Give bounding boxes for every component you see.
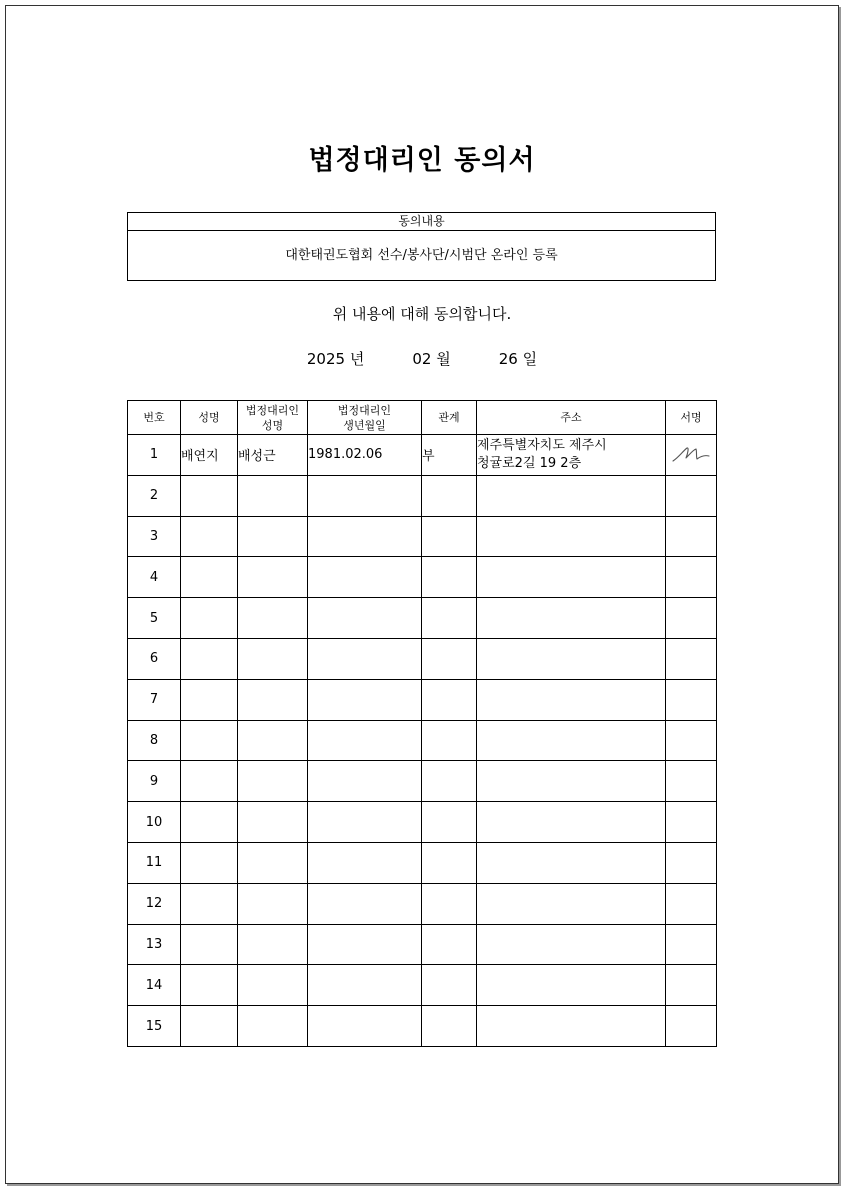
row-guardian-name: 배성근: [238, 435, 308, 476]
row-guardian-name: [238, 883, 308, 924]
row-address: [477, 761, 666, 802]
row-number: 14: [128, 965, 181, 1006]
row-address: [477, 720, 666, 761]
row-name: [181, 965, 238, 1006]
row-guardian-birth: 1981.02.06: [308, 435, 422, 476]
consent-date: [0, 348, 844, 369]
row-guardian-name: [238, 679, 308, 720]
row-relation: [422, 842, 477, 883]
table-row: [128, 842, 717, 883]
row-relation: [422, 924, 477, 965]
header-guardian-birth-line2: 생년월일: [343, 418, 386, 432]
row-name: [181, 475, 238, 516]
row-signature: [666, 1006, 717, 1047]
row-address: [477, 435, 666, 476]
row-guardian-name: [238, 638, 308, 679]
row-address: [477, 638, 666, 679]
row-guardian-birth: [308, 598, 422, 639]
row-relation: [422, 761, 477, 802]
date-year-unit: 년: [349, 350, 365, 368]
row-guardian-name: [238, 924, 308, 965]
table-row: [128, 802, 717, 843]
row-address: [477, 842, 666, 883]
row-number: 8: [128, 720, 181, 761]
header-guardian-name: [238, 401, 308, 435]
table-header-row: [128, 401, 717, 435]
row-signature: [666, 761, 717, 802]
row-name: [181, 883, 238, 924]
row-signature: [666, 475, 717, 516]
row-guardian-name: [238, 475, 308, 516]
row-name: [181, 557, 238, 598]
row-guardian-name: [238, 557, 308, 598]
row-signature: [666, 802, 717, 843]
header-guardian-birth: [308, 401, 422, 435]
row-guardian-name: [238, 720, 308, 761]
row-number: 10: [128, 802, 181, 843]
row-guardian-birth: [308, 679, 422, 720]
date-year: 2025: [306, 350, 346, 368]
row-signature: [666, 842, 717, 883]
document-title: 법정대리인 동의서: [308, 145, 536, 176]
row-address: [477, 965, 666, 1006]
table-row: [128, 598, 717, 639]
row-address: [477, 679, 666, 720]
row-guardian-birth: [308, 720, 422, 761]
row-address: [477, 516, 666, 557]
row-guardian-name: [238, 598, 308, 639]
row-signature: [666, 679, 717, 720]
row-signature: [666, 965, 717, 1006]
row-number: 1: [128, 435, 181, 476]
date-month-unit: 월: [436, 350, 451, 368]
row-guardian-name: [238, 761, 308, 802]
table-row: [128, 965, 717, 1006]
row-signature: [666, 638, 717, 679]
row-guardian-birth: [308, 965, 422, 1006]
header-address: 주소: [477, 401, 666, 435]
row-relation: [422, 516, 477, 557]
row-guardian-name: [238, 842, 308, 883]
header-name: 성명: [181, 401, 238, 435]
row-address: [477, 475, 666, 516]
header-guardian-birth-line1: 법정대리인: [337, 403, 392, 417]
row-number: 6: [128, 638, 181, 679]
row-relation: [422, 638, 477, 679]
row-relation: 부: [422, 435, 477, 476]
table-row: [128, 435, 717, 476]
consent-header: 동의내용: [128, 213, 715, 231]
row-relation: [422, 557, 477, 598]
consent-box: [127, 212, 716, 281]
row-relation: [422, 598, 477, 639]
row-signature: [666, 720, 717, 761]
row-relation: [422, 965, 477, 1006]
table-row: [128, 638, 717, 679]
row-address: [477, 598, 666, 639]
table-row: [128, 679, 717, 720]
date-month: 02: [412, 350, 432, 368]
row-signature: [666, 598, 717, 639]
row-number: 11: [128, 842, 181, 883]
row-relation: [422, 802, 477, 843]
row-signature: [666, 924, 717, 965]
row-name: 배연지: [181, 435, 238, 476]
row-guardian-birth: [308, 842, 422, 883]
header-signature: 서명: [666, 401, 717, 435]
row-relation: [422, 883, 477, 924]
header-guardian-name-line2: 성명: [261, 418, 284, 432]
date-day: 26: [498, 350, 518, 368]
row-number: 9: [128, 761, 181, 802]
row-guardian-name: [238, 516, 308, 557]
row-guardian-birth: [308, 557, 422, 598]
row-number: 7: [128, 679, 181, 720]
table-row: [128, 557, 717, 598]
date-day-unit: 일: [522, 350, 538, 368]
row-name: [181, 1006, 238, 1047]
row-guardian-name: [238, 965, 308, 1006]
row-signature: [666, 883, 717, 924]
row-address: [477, 883, 666, 924]
row-number: 15: [128, 1006, 181, 1047]
row-name: [181, 598, 238, 639]
table-row: [128, 761, 717, 802]
header-number: 번호: [128, 401, 181, 435]
row-signature: [666, 516, 717, 557]
row-relation: [422, 475, 477, 516]
header-guardian-name-line1: 법정대리인: [245, 403, 300, 417]
table-row: [128, 720, 717, 761]
consent-content: 대한태권도협회 선수/봉사단/시범단 온라인 등록: [285, 248, 558, 263]
agree-statement: 위 내용에 대해 동의합니다.: [332, 305, 512, 323]
row-guardian-birth: [308, 924, 422, 965]
table-row: [128, 475, 717, 516]
row-signature: [666, 557, 717, 598]
row-number: 13: [128, 924, 181, 965]
row-number: 3: [128, 516, 181, 557]
table-row: [128, 516, 717, 557]
row-number: 2: [128, 475, 181, 516]
row-address: [477, 924, 666, 965]
row-signature: [666, 435, 717, 476]
row-guardian-birth: [308, 638, 422, 679]
row-address-line2: 청귤로2길 19 2층: [477, 455, 582, 471]
row-guardian-name: [238, 1006, 308, 1047]
row-guardian-birth: [308, 475, 422, 516]
row-name: [181, 638, 238, 679]
row-address: [477, 802, 666, 843]
row-guardian-birth: [308, 802, 422, 843]
row-address: [477, 1006, 666, 1047]
row-guardian-birth: [308, 1006, 422, 1047]
table-row: [128, 883, 717, 924]
row-address-line1: 제주특별자치도 제주시: [477, 437, 607, 453]
row-number: 5: [128, 598, 181, 639]
row-address: [477, 557, 666, 598]
row-relation: [422, 679, 477, 720]
row-name: [181, 720, 238, 761]
table-row: [128, 924, 717, 965]
row-guardian-birth: [308, 883, 422, 924]
row-guardian-birth: [308, 761, 422, 802]
row-name: [181, 924, 238, 965]
row-relation: [422, 1006, 477, 1047]
signature-scribble: [669, 441, 713, 465]
row-number: 12: [128, 883, 181, 924]
header-relation: 관계: [422, 401, 477, 435]
row-guardian-birth: [308, 516, 422, 557]
row-number: 4: [128, 557, 181, 598]
row-guardian-name: [238, 802, 308, 843]
row-name: [181, 761, 238, 802]
table-row: [128, 1006, 717, 1047]
row-name: [181, 516, 238, 557]
row-name: [181, 679, 238, 720]
row-name: [181, 842, 238, 883]
row-relation: [422, 720, 477, 761]
guardian-table: [127, 400, 717, 1047]
row-name: [181, 802, 238, 843]
